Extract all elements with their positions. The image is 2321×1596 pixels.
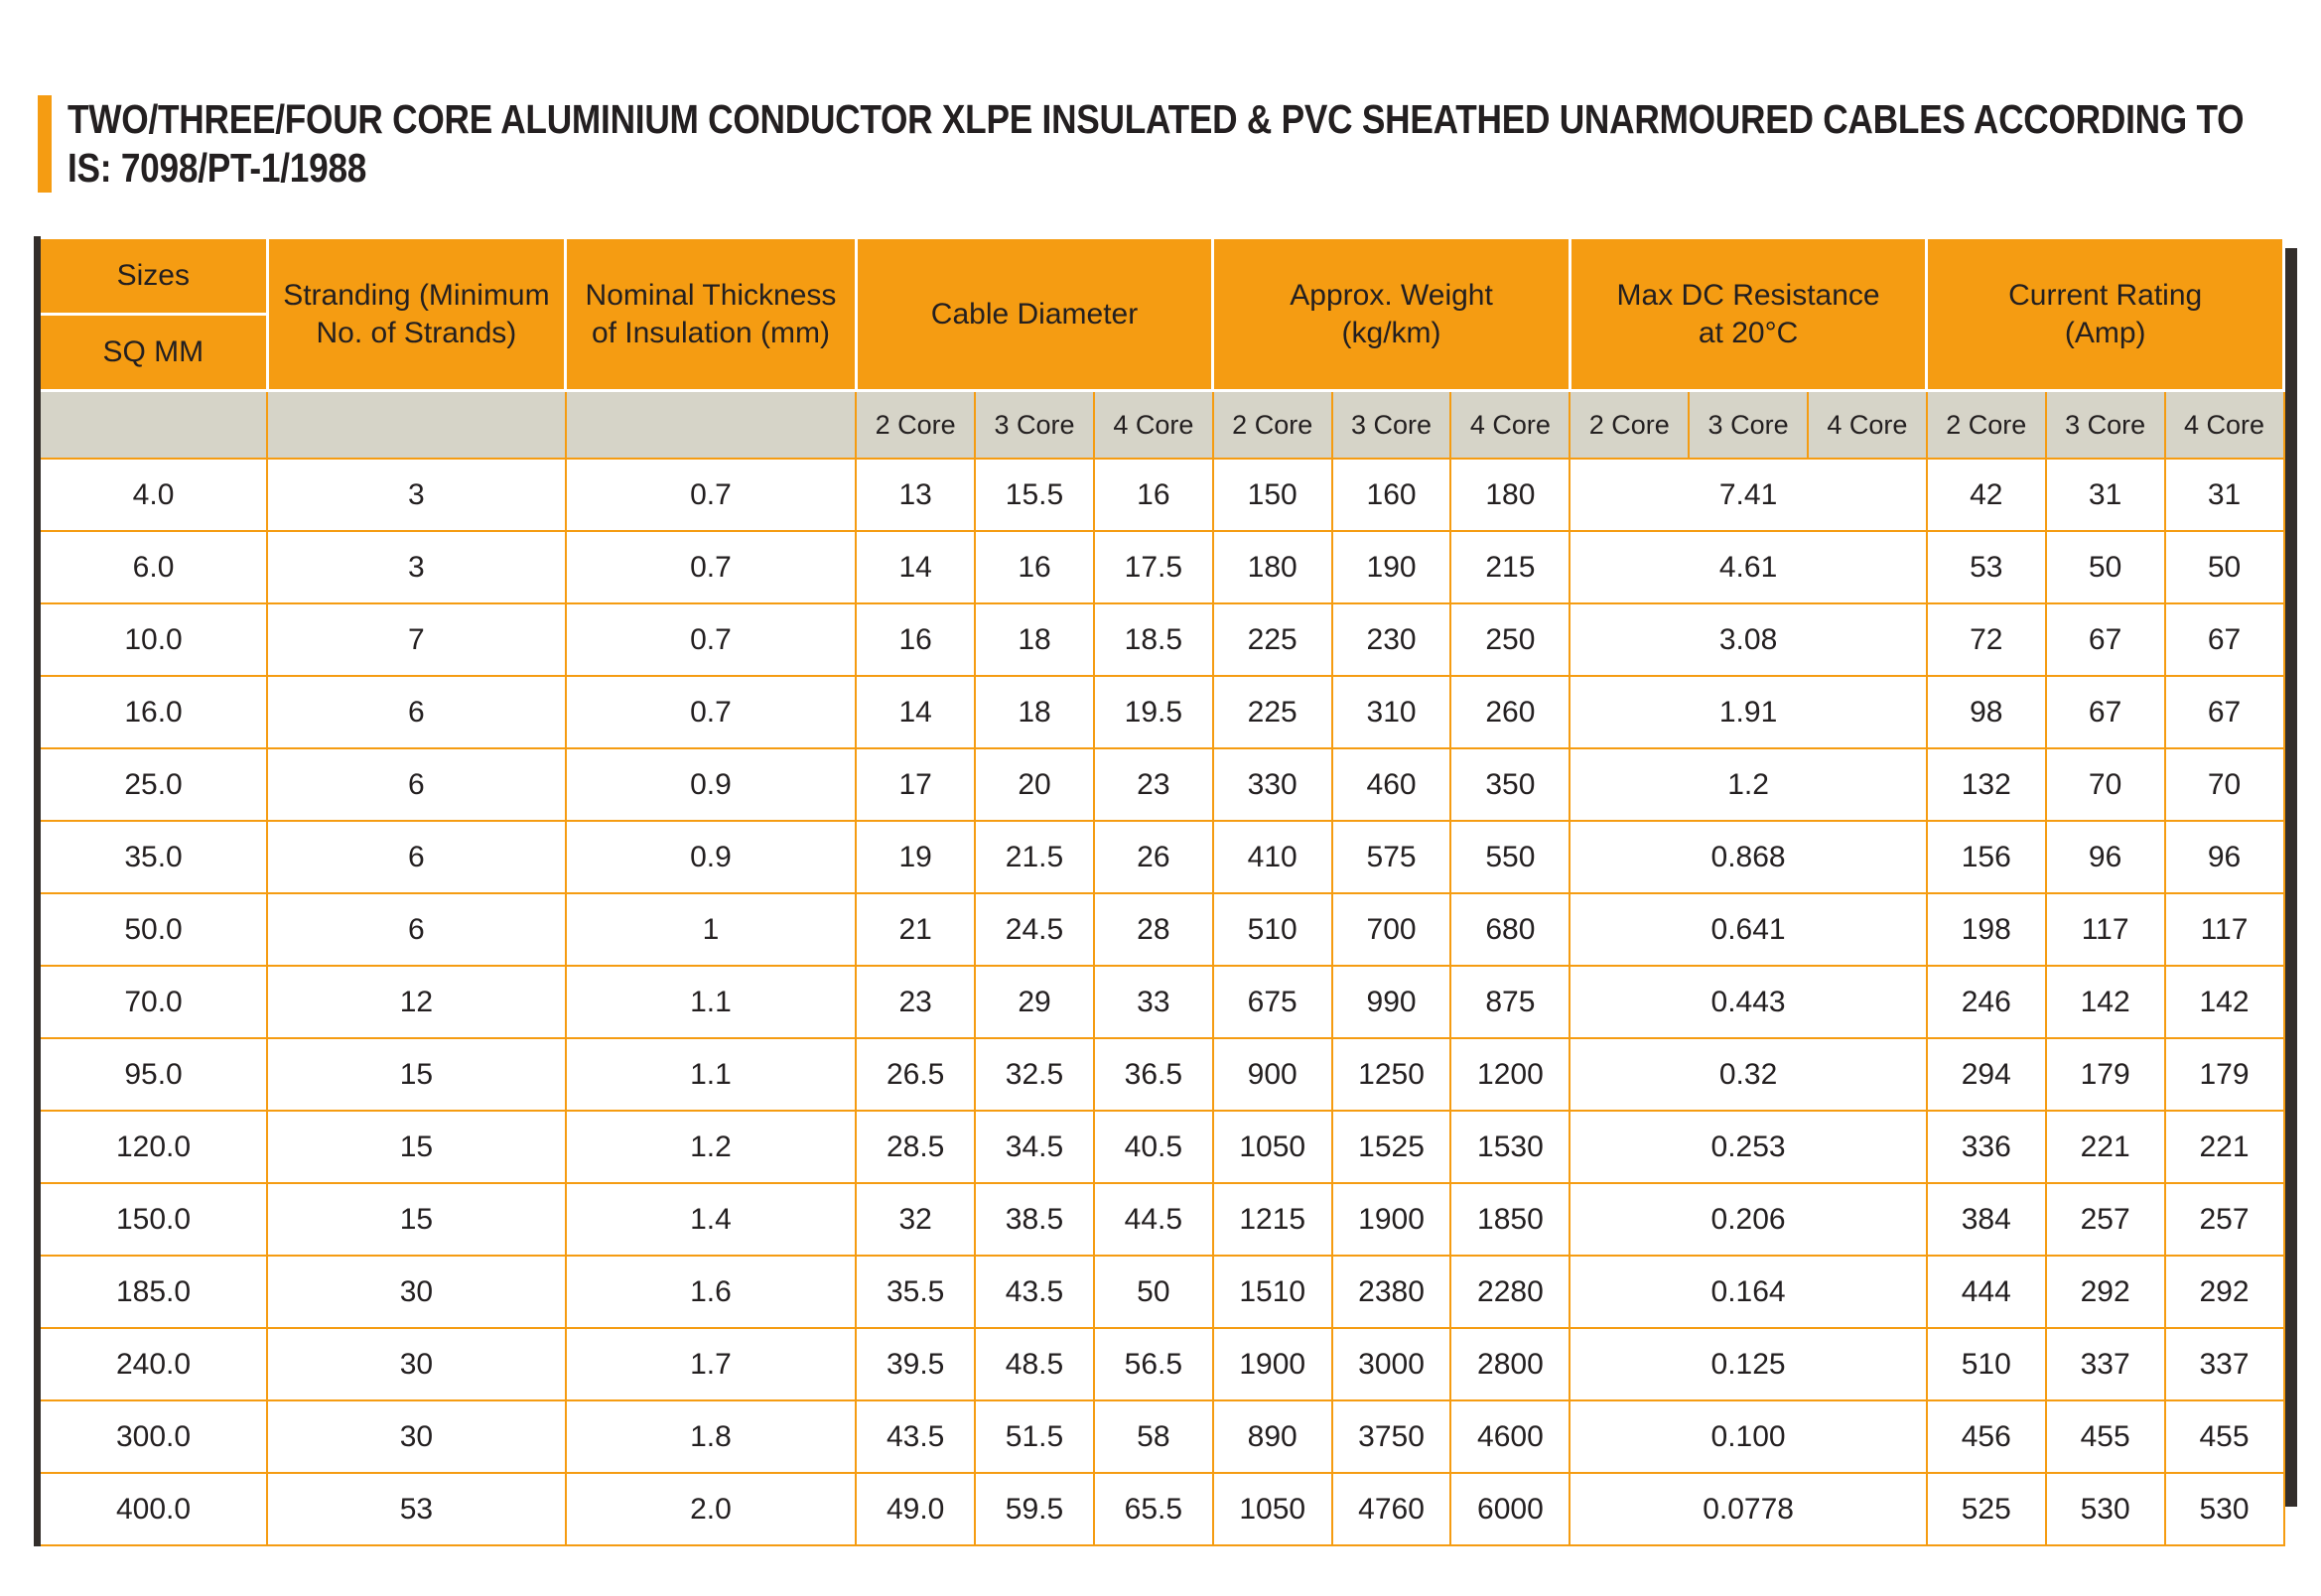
- cell-wt4: 550: [1450, 821, 1570, 893]
- cell-wt3: 3750: [1332, 1400, 1451, 1473]
- cell-dia3: 32.5: [975, 1038, 1094, 1111]
- table-row: [38, 531, 2284, 603]
- cell-dia2: 14: [856, 531, 975, 603]
- cell-wt2: 150: [1213, 459, 1332, 531]
- cell-cur4: 179: [2165, 1038, 2284, 1111]
- cell-thickness: 0.7: [566, 676, 857, 748]
- cell-wt4: 875: [1450, 966, 1570, 1038]
- cell-cur4: 67: [2165, 603, 2284, 676]
- cell-cur4: 292: [2165, 1256, 2284, 1328]
- subheader-diameter-3core: 3 Core: [975, 391, 1094, 460]
- cell-strands: 3: [267, 459, 566, 531]
- cell-cur3: 142: [2046, 966, 2165, 1038]
- subheader-weight-3core: 3 Core: [1332, 391, 1451, 460]
- cell-cur2: 132: [1927, 748, 2046, 821]
- cell-dia2: 49.0: [856, 1473, 975, 1545]
- cell-wt2: 180: [1213, 531, 1332, 603]
- cell-wt3: 230: [1332, 603, 1451, 676]
- cell-cur4: 221: [2165, 1111, 2284, 1183]
- cell-dia4: 44.5: [1094, 1183, 1213, 1256]
- cell-wt3: 1900: [1332, 1183, 1451, 1256]
- cell-cur2: 42: [1927, 459, 2046, 531]
- cell-dia3: 18: [975, 603, 1094, 676]
- cell-strands: 30: [267, 1400, 566, 1473]
- cell-size: 10.0: [38, 603, 268, 676]
- cell-wt3: 2380: [1332, 1256, 1451, 1328]
- header-row-cores: [38, 391, 2284, 460]
- cell-wt4: 680: [1450, 893, 1570, 966]
- header-stranding-line2: No. of Strands): [316, 316, 517, 349]
- cell-resistance: 0.868: [1570, 821, 1927, 893]
- table-container: [34, 236, 2285, 1546]
- header-approx-weight: [1213, 238, 1570, 391]
- cell-size: 35.0: [38, 821, 268, 893]
- header-sizes: Sizes: [38, 238, 268, 315]
- cell-dia2: 43.5: [856, 1400, 975, 1473]
- cell-cur2: 98: [1927, 676, 2046, 748]
- cell-size: 240.0: [38, 1328, 268, 1400]
- cell-strands: 7: [267, 603, 566, 676]
- cell-thickness: 0.7: [566, 531, 857, 603]
- cell-size: 16.0: [38, 676, 268, 748]
- header-stranding-line1: Stranding (Minimum: [283, 278, 550, 312]
- cell-dia4: 28: [1094, 893, 1213, 966]
- subheader-weight-2core: 2 Core: [1213, 391, 1332, 460]
- cell-resistance: 0.100: [1570, 1400, 1927, 1473]
- cell-cur2: 510: [1927, 1328, 2046, 1400]
- cell-wt4: 350: [1450, 748, 1570, 821]
- cell-wt3: 310: [1332, 676, 1451, 748]
- cell-cur3: 337: [2046, 1328, 2165, 1400]
- cell-wt3: 160: [1332, 459, 1451, 531]
- cell-resistance: 0.0778: [1570, 1473, 1927, 1545]
- cell-wt2: 900: [1213, 1038, 1332, 1111]
- table-row: [38, 966, 2284, 1038]
- cell-cur3: 257: [2046, 1183, 2165, 1256]
- page-title: [38, 95, 2291, 193]
- cell-cur4: 67: [2165, 676, 2284, 748]
- cell-strands: 15: [267, 1038, 566, 1111]
- cell-strands: 6: [267, 676, 566, 748]
- table-row: [38, 676, 2284, 748]
- header-thickness-line2: of Insulation (mm): [591, 316, 831, 349]
- cell-dia2: 14: [856, 676, 975, 748]
- header-row-primary: [38, 238, 2284, 315]
- cell-cur3: 67: [2046, 603, 2165, 676]
- table-row: [38, 821, 2284, 893]
- table-header: [38, 238, 2284, 460]
- cell-wt3: 1525: [1332, 1111, 1451, 1183]
- subheader-resistance-4core: 4 Core: [1808, 391, 1927, 460]
- cell-wt2: 410: [1213, 821, 1332, 893]
- cell-cur4: 257: [2165, 1183, 2284, 1256]
- cell-resistance: 4.61: [1570, 531, 1927, 603]
- cell-size: 4.0: [38, 459, 268, 531]
- cell-wt4: 250: [1450, 603, 1570, 676]
- cell-dia2: 23: [856, 966, 975, 1038]
- cell-wt3: 1250: [1332, 1038, 1451, 1111]
- cell-resistance: 1.91: [1570, 676, 1927, 748]
- cell-cur4: 31: [2165, 459, 2284, 531]
- cell-cur3: 70: [2046, 748, 2165, 821]
- cell-cur2: 246: [1927, 966, 2046, 1038]
- cell-resistance: 7.41: [1570, 459, 1927, 531]
- cell-resistance: 0.164: [1570, 1256, 1927, 1328]
- header-stranding: [267, 238, 566, 391]
- cell-wt2: 890: [1213, 1400, 1332, 1473]
- cell-wt2: 1050: [1213, 1473, 1332, 1545]
- header-weight-line2: (kg/km): [1341, 316, 1441, 349]
- title-text-block: [68, 95, 2244, 193]
- subheader-resistance-3core: 3 Core: [1689, 391, 1808, 460]
- subheader-blank-sizes: [38, 391, 268, 460]
- cell-wt4: 215: [1450, 531, 1570, 603]
- cell-dia4: 40.5: [1094, 1111, 1213, 1183]
- subheader-current-3core: 3 Core: [2046, 391, 2165, 460]
- cell-thickness: 1: [566, 893, 857, 966]
- table-row: [38, 893, 2284, 966]
- table-body: [38, 459, 2284, 1545]
- header-current-line2: (Amp): [2064, 316, 2146, 349]
- cell-dia4: 65.5: [1094, 1473, 1213, 1545]
- cell-resistance: 0.443: [1570, 966, 1927, 1038]
- cell-thickness: 0.9: [566, 821, 857, 893]
- cell-cur2: 198: [1927, 893, 2046, 966]
- cell-wt4: 2800: [1450, 1328, 1570, 1400]
- table-row: [38, 1473, 2284, 1545]
- cell-wt4: 6000: [1450, 1473, 1570, 1545]
- table-row: [38, 459, 2284, 531]
- cell-dia3: 51.5: [975, 1400, 1094, 1473]
- header-current-rating: [1927, 238, 2284, 391]
- cell-thickness: 1.1: [566, 1038, 857, 1111]
- cell-cur2: 525: [1927, 1473, 2046, 1545]
- cell-size: 95.0: [38, 1038, 268, 1111]
- subheader-diameter-4core: 4 Core: [1094, 391, 1213, 460]
- cell-cur3: 455: [2046, 1400, 2165, 1473]
- cell-cur2: 294: [1927, 1038, 2046, 1111]
- cell-thickness: 1.6: [566, 1256, 857, 1328]
- cell-wt4: 1200: [1450, 1038, 1570, 1111]
- cell-cur2: 384: [1927, 1183, 2046, 1256]
- cell-resistance: 0.125: [1570, 1328, 1927, 1400]
- cell-wt2: 675: [1213, 966, 1332, 1038]
- cell-thickness: 1.4: [566, 1183, 857, 1256]
- cell-wt2: 1510: [1213, 1256, 1332, 1328]
- cell-cur3: 31: [2046, 459, 2165, 531]
- subheader-current-4core: 4 Core: [2165, 391, 2284, 460]
- cell-dia4: 26: [1094, 821, 1213, 893]
- table-row: [38, 748, 2284, 821]
- header-max-dc-resistance: [1570, 238, 1927, 391]
- cell-thickness: 1.7: [566, 1328, 857, 1400]
- cell-dia2: 39.5: [856, 1328, 975, 1400]
- cell-dia3: 34.5: [975, 1111, 1094, 1183]
- cell-dia4: 36.5: [1094, 1038, 1213, 1111]
- cell-strands: 6: [267, 748, 566, 821]
- cell-wt2: 330: [1213, 748, 1332, 821]
- cell-cur3: 117: [2046, 893, 2165, 966]
- cell-resistance: 0.32: [1570, 1038, 1927, 1111]
- title-line-1: TWO/THREE/FOUR CORE ALUMINIUM CONDUCTOR XLPE INSULATED & PVC SHEATHED UNARMOURED CABLES ACCORDING TO: [68, 96, 2245, 142]
- cell-cur3: 67: [2046, 676, 2165, 748]
- cell-dia2: 21: [856, 893, 975, 966]
- cell-cur4: 455: [2165, 1400, 2284, 1473]
- cell-cur4: 117: [2165, 893, 2284, 966]
- cell-cur4: 337: [2165, 1328, 2284, 1400]
- cell-wt4: 2280: [1450, 1256, 1570, 1328]
- cell-dia2: 13: [856, 459, 975, 531]
- cell-strands: 15: [267, 1111, 566, 1183]
- cell-dia4: 16: [1094, 459, 1213, 531]
- subheader-weight-4core: 4 Core: [1450, 391, 1570, 460]
- header-cable-diameter: Cable Diameter: [856, 238, 1213, 391]
- cell-cur2: 53: [1927, 531, 2046, 603]
- cell-dia3: 24.5: [975, 893, 1094, 966]
- subheader-blank-thickness: [566, 391, 857, 460]
- cell-cur2: 336: [1927, 1111, 2046, 1183]
- cell-cur2: 72: [1927, 603, 2046, 676]
- cell-strands: 3: [267, 531, 566, 603]
- cell-dia4: 50: [1094, 1256, 1213, 1328]
- header-resistance-line1: Max DC Resistance: [1616, 278, 1880, 312]
- cell-wt3: 575: [1332, 821, 1451, 893]
- header-current-line1: Current Rating: [2008, 278, 2203, 312]
- cell-cur4: 530: [2165, 1473, 2284, 1545]
- cell-cur2: 444: [1927, 1256, 2046, 1328]
- table-row: [38, 1111, 2284, 1183]
- subheader-diameter-2core: 2 Core: [856, 391, 975, 460]
- cell-size: 300.0: [38, 1400, 268, 1473]
- cell-dia3: 18: [975, 676, 1094, 748]
- cell-wt2: 1900: [1213, 1328, 1332, 1400]
- cell-cur3: 179: [2046, 1038, 2165, 1111]
- table-row: [38, 1038, 2284, 1111]
- cell-dia4: 33: [1094, 966, 1213, 1038]
- cell-dia4: 18.5: [1094, 603, 1213, 676]
- cell-dia2: 32: [856, 1183, 975, 1256]
- cell-thickness: 0.9: [566, 748, 857, 821]
- cell-strands: 12: [267, 966, 566, 1038]
- cell-dia3: 38.5: [975, 1183, 1094, 1256]
- cell-wt3: 190: [1332, 531, 1451, 603]
- subheader-resistance-2core: 2 Core: [1570, 391, 1689, 460]
- cell-thickness: 1.1: [566, 966, 857, 1038]
- cell-strands: 30: [267, 1256, 566, 1328]
- cell-thickness: 2.0: [566, 1473, 857, 1545]
- cell-dia4: 23: [1094, 748, 1213, 821]
- cell-cur3: 221: [2046, 1111, 2165, 1183]
- cell-cur2: 456: [1927, 1400, 2046, 1473]
- table-row: [38, 1328, 2284, 1400]
- cell-size: 50.0: [38, 893, 268, 966]
- header-sizes-unit: SQ MM: [38, 315, 268, 391]
- cell-dia3: 59.5: [975, 1473, 1094, 1545]
- cell-thickness: 1.2: [566, 1111, 857, 1183]
- cell-cur2: 156: [1927, 821, 2046, 893]
- cell-dia2: 17: [856, 748, 975, 821]
- cell-cur3: 530: [2046, 1473, 2165, 1545]
- cell-resistance: 0.641: [1570, 893, 1927, 966]
- cell-cur3: 292: [2046, 1256, 2165, 1328]
- cell-dia3: 43.5: [975, 1256, 1094, 1328]
- cell-dia3: 16: [975, 531, 1094, 603]
- cell-dia3: 21.5: [975, 821, 1094, 893]
- header-resistance-line2: at 20°C: [1698, 316, 1799, 349]
- cell-wt4: 1850: [1450, 1183, 1570, 1256]
- cell-dia3: 29: [975, 966, 1094, 1038]
- cell-strands: 30: [267, 1328, 566, 1400]
- table-row: [38, 1400, 2284, 1473]
- cell-strands: 6: [267, 893, 566, 966]
- cell-strands: 6: [267, 821, 566, 893]
- cell-size: 6.0: [38, 531, 268, 603]
- cell-cur3: 50: [2046, 531, 2165, 603]
- cell-thickness: 0.7: [566, 459, 857, 531]
- cell-dia4: 56.5: [1094, 1328, 1213, 1400]
- cell-dia2: 35.5: [856, 1256, 975, 1328]
- cell-dia2: 19: [856, 821, 975, 893]
- cell-strands: 15: [267, 1183, 566, 1256]
- cell-dia4: 17.5: [1094, 531, 1213, 603]
- cell-size: 185.0: [38, 1256, 268, 1328]
- cell-dia2: 28.5: [856, 1111, 975, 1183]
- title-line-2: IS: 7098/PT-1/1988: [68, 145, 367, 191]
- cell-size: 25.0: [38, 748, 268, 821]
- cell-dia3: 20: [975, 748, 1094, 821]
- table-row: [38, 1256, 2284, 1328]
- header-thickness-line1: Nominal Thickness: [585, 278, 837, 312]
- cell-wt3: 4760: [1332, 1473, 1451, 1545]
- cell-dia2: 16: [856, 603, 975, 676]
- table-row: [38, 1183, 2284, 1256]
- table-row: [38, 603, 2284, 676]
- cell-cur4: 70: [2165, 748, 2284, 821]
- cell-wt4: 4600: [1450, 1400, 1570, 1473]
- cell-thickness: 1.8: [566, 1400, 857, 1473]
- cell-wt4: 1530: [1450, 1111, 1570, 1183]
- cell-wt3: 990: [1332, 966, 1451, 1038]
- title-accent-bar: [38, 95, 52, 193]
- cell-thickness: 0.7: [566, 603, 857, 676]
- cell-wt3: 700: [1332, 893, 1451, 966]
- cell-cur4: 96: [2165, 821, 2284, 893]
- cell-size: 400.0: [38, 1473, 268, 1545]
- cable-specification-table: [34, 236, 2285, 1546]
- cell-wt2: 510: [1213, 893, 1332, 966]
- cell-dia4: 19.5: [1094, 676, 1213, 748]
- cell-dia3: 15.5: [975, 459, 1094, 531]
- cell-wt4: 260: [1450, 676, 1570, 748]
- cell-wt4: 180: [1450, 459, 1570, 531]
- cell-resistance: 3.08: [1570, 603, 1927, 676]
- cell-resistance: 1.2: [1570, 748, 1927, 821]
- subheader-blank-stranding: [267, 391, 566, 460]
- cell-wt2: 225: [1213, 676, 1332, 748]
- header-thickness: [566, 238, 857, 391]
- cell-cur4: 142: [2165, 966, 2284, 1038]
- cell-wt2: 1050: [1213, 1111, 1332, 1183]
- cell-cur3: 96: [2046, 821, 2165, 893]
- cell-wt3: 460: [1332, 748, 1451, 821]
- cell-resistance: 0.253: [1570, 1111, 1927, 1183]
- header-weight-line1: Approx. Weight: [1290, 278, 1493, 312]
- cell-strands: 53: [267, 1473, 566, 1545]
- cell-wt2: 1215: [1213, 1183, 1332, 1256]
- cell-resistance: 0.206: [1570, 1183, 1927, 1256]
- cell-dia2: 26.5: [856, 1038, 975, 1111]
- cell-wt2: 225: [1213, 603, 1332, 676]
- cell-cur4: 50: [2165, 531, 2284, 603]
- cell-dia3: 48.5: [975, 1328, 1094, 1400]
- cell-size: 120.0: [38, 1111, 268, 1183]
- cell-dia4: 58: [1094, 1400, 1213, 1473]
- subheader-current-2core: 2 Core: [1927, 391, 2046, 460]
- cell-size: 70.0: [38, 966, 268, 1038]
- cell-wt3: 3000: [1332, 1328, 1451, 1400]
- cell-size: 150.0: [38, 1183, 268, 1256]
